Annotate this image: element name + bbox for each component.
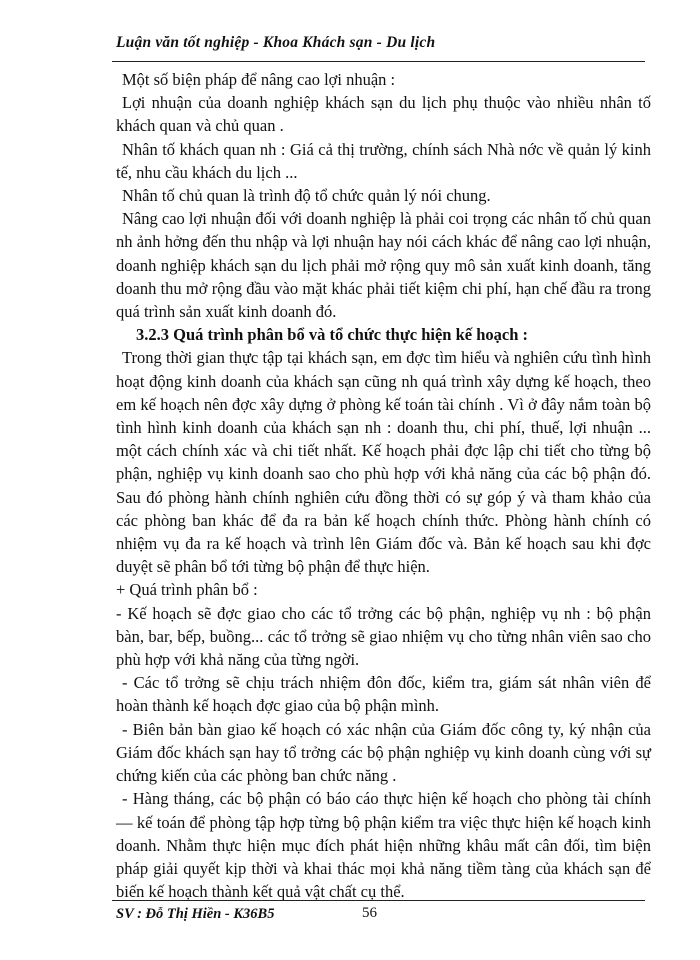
list-item: - Kế hoạch sẽ đợc giao cho các tổ trởng các bộ phận, nghiệp vụ nh : bộ phận bàn, bar, bếp, buồng... các tổ trởng sẽ giao nhiệm vụ cho từng nhân viên sao cho phù hợp với khả năng của từng ngời.	[116, 603, 651, 670]
paragraph: Một số biện pháp để nâng cao lợi nhuận :	[122, 70, 396, 89]
footer-author: SV : Đỗ Thị Hiền - K36B5	[116, 906, 275, 922]
footer-rule	[112, 900, 645, 901]
paragraph: Trong thời gian thực tập tại khách sạn, em đợc tìm hiểu và nghiên cứu tình hình hoạt động kinh doanh của khách sạn cũng nh quá trình xây dựng kế hoạch, theo em kế hoạch nên đợc xây dựng ở phòng kế toán tài chính . Vì ở đây nắm toàn bộ tình hình kinh doanh của khách sạn nh : doanh thu, chi phí, thuế, lợi nhuận ... một cách chính xác và chi tiết nhất. Kế hoạch phải đợc lập chi tiết cho từng bộ phận, nghiệp vụ kinh doanh sao cho phù hợp với khả năng của các bộ phận đó. Sau đó phòng hành chính nghiên cứu đồng thời có sự góp ý và tham khảo của các phòng ban khác để đa ra bản kế hoạch chính thức. Phòng hành chính có nhiệm vụ đa ra kế hoạch và trình lên Giám đốc và. Bản kế hoạch sau khi đợc duyệt sẽ phân bổ tới từng bộ phận để thực hiện.	[116, 348, 651, 577]
paragraph: Nhân tố khách quan nh : Giá cả thị trường, chính sách Nhà nớc về quản lý kinh tế, nhu cầu khách du lịch ...	[116, 139, 651, 182]
list-item: - Biên bản bàn giao kế hoạch có xác nhận của Giám đốc công ty, ký nhận của Giám đốc khách sạn hay tổ trởng các bộ phận nghiệp vụ kinh doanh cùng với sự chứng kiến của các phòng ban chức năng .	[116, 719, 651, 786]
paragraph: Nâng cao lợi nhuận đối với doanh nghiệp là phải coi trọng các nhân tố chủ quan nh ảnh hởng đến thu nhập và lợi nhuận hay nói cách khác để nâng cao lợi nhuận, doanh nghiệp khách sạn du lịch phải mở rộng quy mô sản xuất kinh doanh, tăng doanh thu mở rộng đầu vào mặt khác phải tiết kiệm chi phí, hạn chế đầu ra trong quá trình sản xuất kinh doanh đó.	[116, 209, 651, 322]
page-body	[116, 68, 651, 903]
header-rule	[112, 61, 645, 62]
page-number: 56	[362, 905, 377, 921]
paragraph: Lợi nhuận của doanh nghiệp khách sạn du lịch phụ thuộc vào nhiều nhân tố khách quan và chủ quan .	[116, 93, 651, 136]
paragraph: Nhân tố chủ quan là trình độ tổ chức quản lý nói chung.	[122, 186, 491, 206]
list-item: - Hàng tháng, các bộ phận có báo cáo thực hiện kế hoạch cho phòng tài chính — kế toán để phòng tập hợp từng bộ phận kiểm tra việc thực hiện kế hoạch kinh doanh. Nhằm thực hiện mục đích phát hiện những khâu mất cân đối, tìm biện pháp giải quyết kịp thời và khai thác mọi khả năng tiềm tàng của khách sạn để biến kế hoạch thành kết quả vật chất cụ thể.	[116, 789, 651, 902]
running-header: Luận văn tốt nghiệp - Khoa Khách sạn - Du lịch	[116, 34, 436, 51]
section-heading: 3.2.3 Quá trình phân bổ và tổ chức thực hiện kế hoạch :	[136, 325, 529, 345]
paragraph: + Quá trình phân bổ :	[116, 580, 258, 600]
list-item: - Các tổ trởng sẽ chịu trách nhiệm đôn đốc, kiểm tra, giám sát nhân viên để hoàn thành kế hoạch đợc giao của bộ phận mình.	[116, 673, 651, 716]
